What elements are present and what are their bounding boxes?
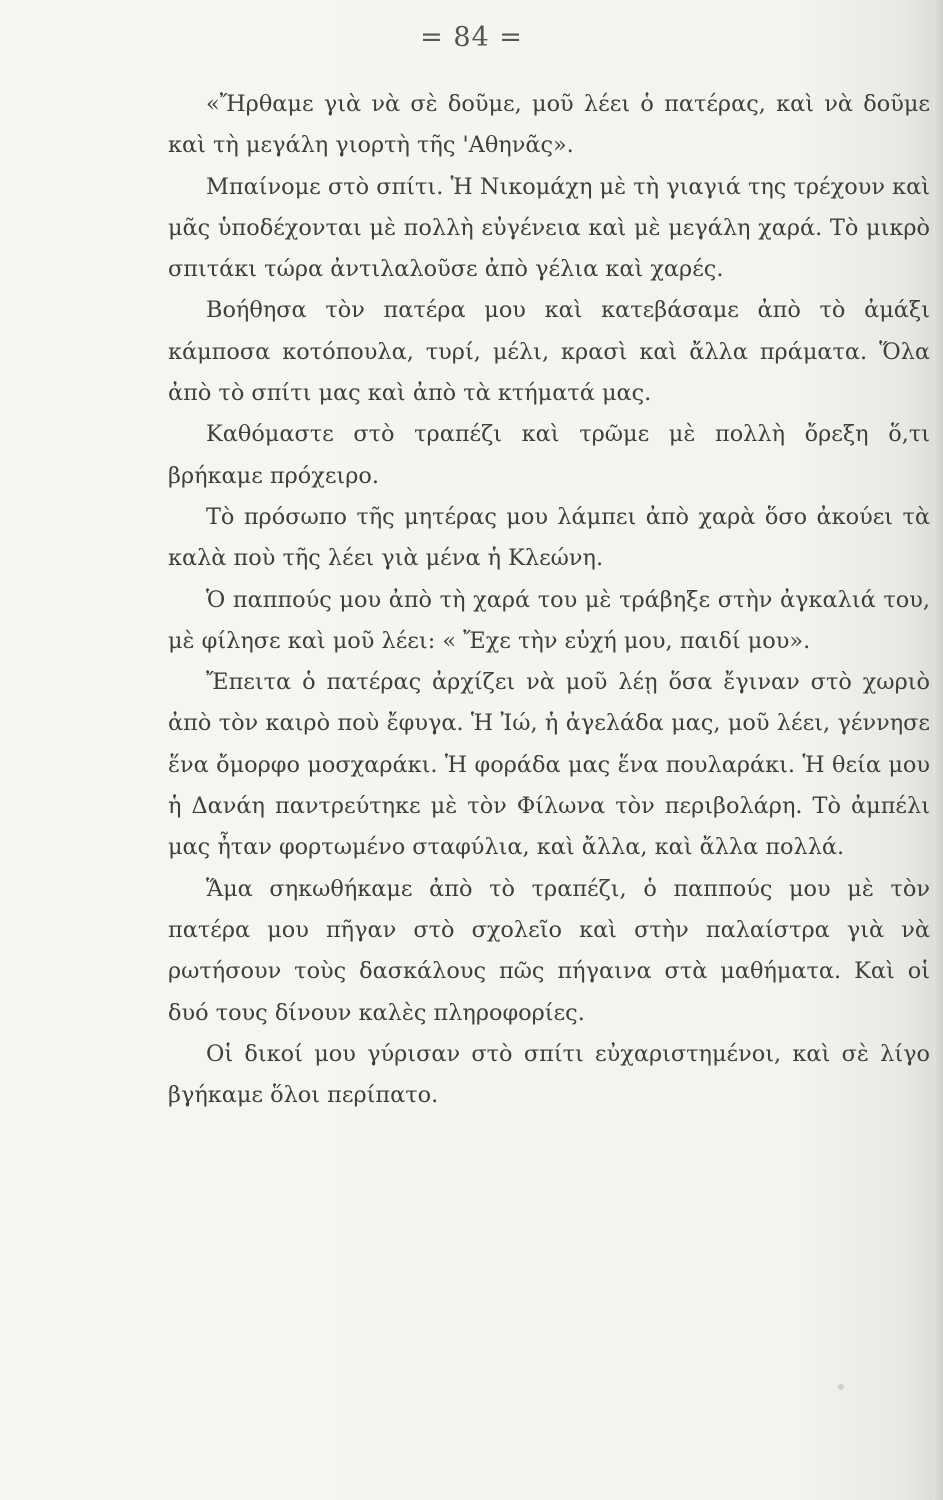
page-text-body [168,84,930,1116]
paragraph-2: Μπαίνομε στὸ σπίτι. Ἡ Νικομάχη μὲ τὴ γιαγιά της τρέχουν καὶ μᾶς ὑποδέχονται μὲ πολλὴ εὐγένεια καὶ μὲ μεγάλη χαρά. Τὸ μικρὸ σπιτάκι τώρα ἀντιλαλοῦσε ἀπὸ γέλια καὶ χαρές. [168,173,930,283]
paragraph-6: Ὁ παππούς μου ἀπὸ τὴ χαρά του μὲ τράβηξε στὴν ἀγκαλιά του, μὲ φίλησε καὶ μοῦ λέει: « Ἔχε τὴν εὐχή μου, παιδί μου». [168,586,930,654]
paragraph-7: Ἔπειτα ὁ πατέρας ἀρχίζει νὰ μοῦ λέῃ ὅσα ἔγιναν στὸ χωριὸ ἀπὸ τὸν καιρὸ ποὺ ἔφυγα. Ἡ Ἰώ, ἡ ἀγελάδα μας, μοῦ λέει, γέννησε ἕνα ὄμορφο μοσχαράκι. Ἡ φοράδα μας ἕνα πουλαράκι. Ἡ θεία μου ἡ Δανάη παντρεύτηκε μὲ τὸν Φίλωνα τὸν περιβολάρη. Τὸ ἀμπέλι μας ἦταν φορτωμένο σταφύλια, καὶ ἄλλα, καὶ ἄλλα πολλά. [168,669,930,861]
paragraph-8: Ἅμα σηκωθήκαμε ἀπὸ τὸ τραπέζι, ὁ παππούς μου μὲ τὸν πατέρα μου πῆγαν στὸ σχολεῖο καὶ στὴν παλαίστρα γιὰ νὰ ρωτήσουν τοὺς δασκάλους πῶς πήγαινα στὰ μαθήματα. Καὶ οἱ δυό τους δίνουν καλὲς πληροφορίες. [168,875,930,1026]
paragraph-3: Βοήθησα τὸν πατέρα μου καὶ κατεβάσαμε ἀπὸ τὸ ἀμάξι κάμποσα κοτόπουλα, τυρί, μέλι, κρασὶ καὶ ἄλλα πράματα. Ὅλα ἀπὸ τὸ σπίτι μας καὶ ἀπὸ τὰ κτήματά μας. [168,297,930,407]
paragraph-1: «Ἤρθαμε γιὰ νὰ σὲ δοῦμε, μοῦ λέει ὁ πατέρας, καὶ νὰ δοῦμε καὶ τὴ μεγάλη γιορτὴ τῆς 'Αθηνᾶς». [168,91,930,159]
page-edge-shadow [933,0,943,1500]
paragraph-9: Οἱ δικοί μου γύρισαν στὸ σπίτι εὐχαριστημένοι, καὶ σὲ λίγο βγήκαμε ὅλοι περίπατο. [168,1040,930,1109]
paragraph-4: Καθόμαστε στὸ τραπέζι καὶ τρῶμε μὲ πολλὴ ὄρεξη ὅ,τι βρήκαμε πρόχειρο. [168,421,930,489]
paper-speck [838,1384,844,1390]
page-number: = 84 = [420,22,523,53]
paragraph-5: Τὸ πρόσωπο τῆς μητέρας μου λάμπει ἀπὸ χαρὰ ὅσο ἀκούει τὰ καλὰ ποὺ τῆς λέει γιὰ μένα ἡ Κλεώνη. [168,503,930,572]
